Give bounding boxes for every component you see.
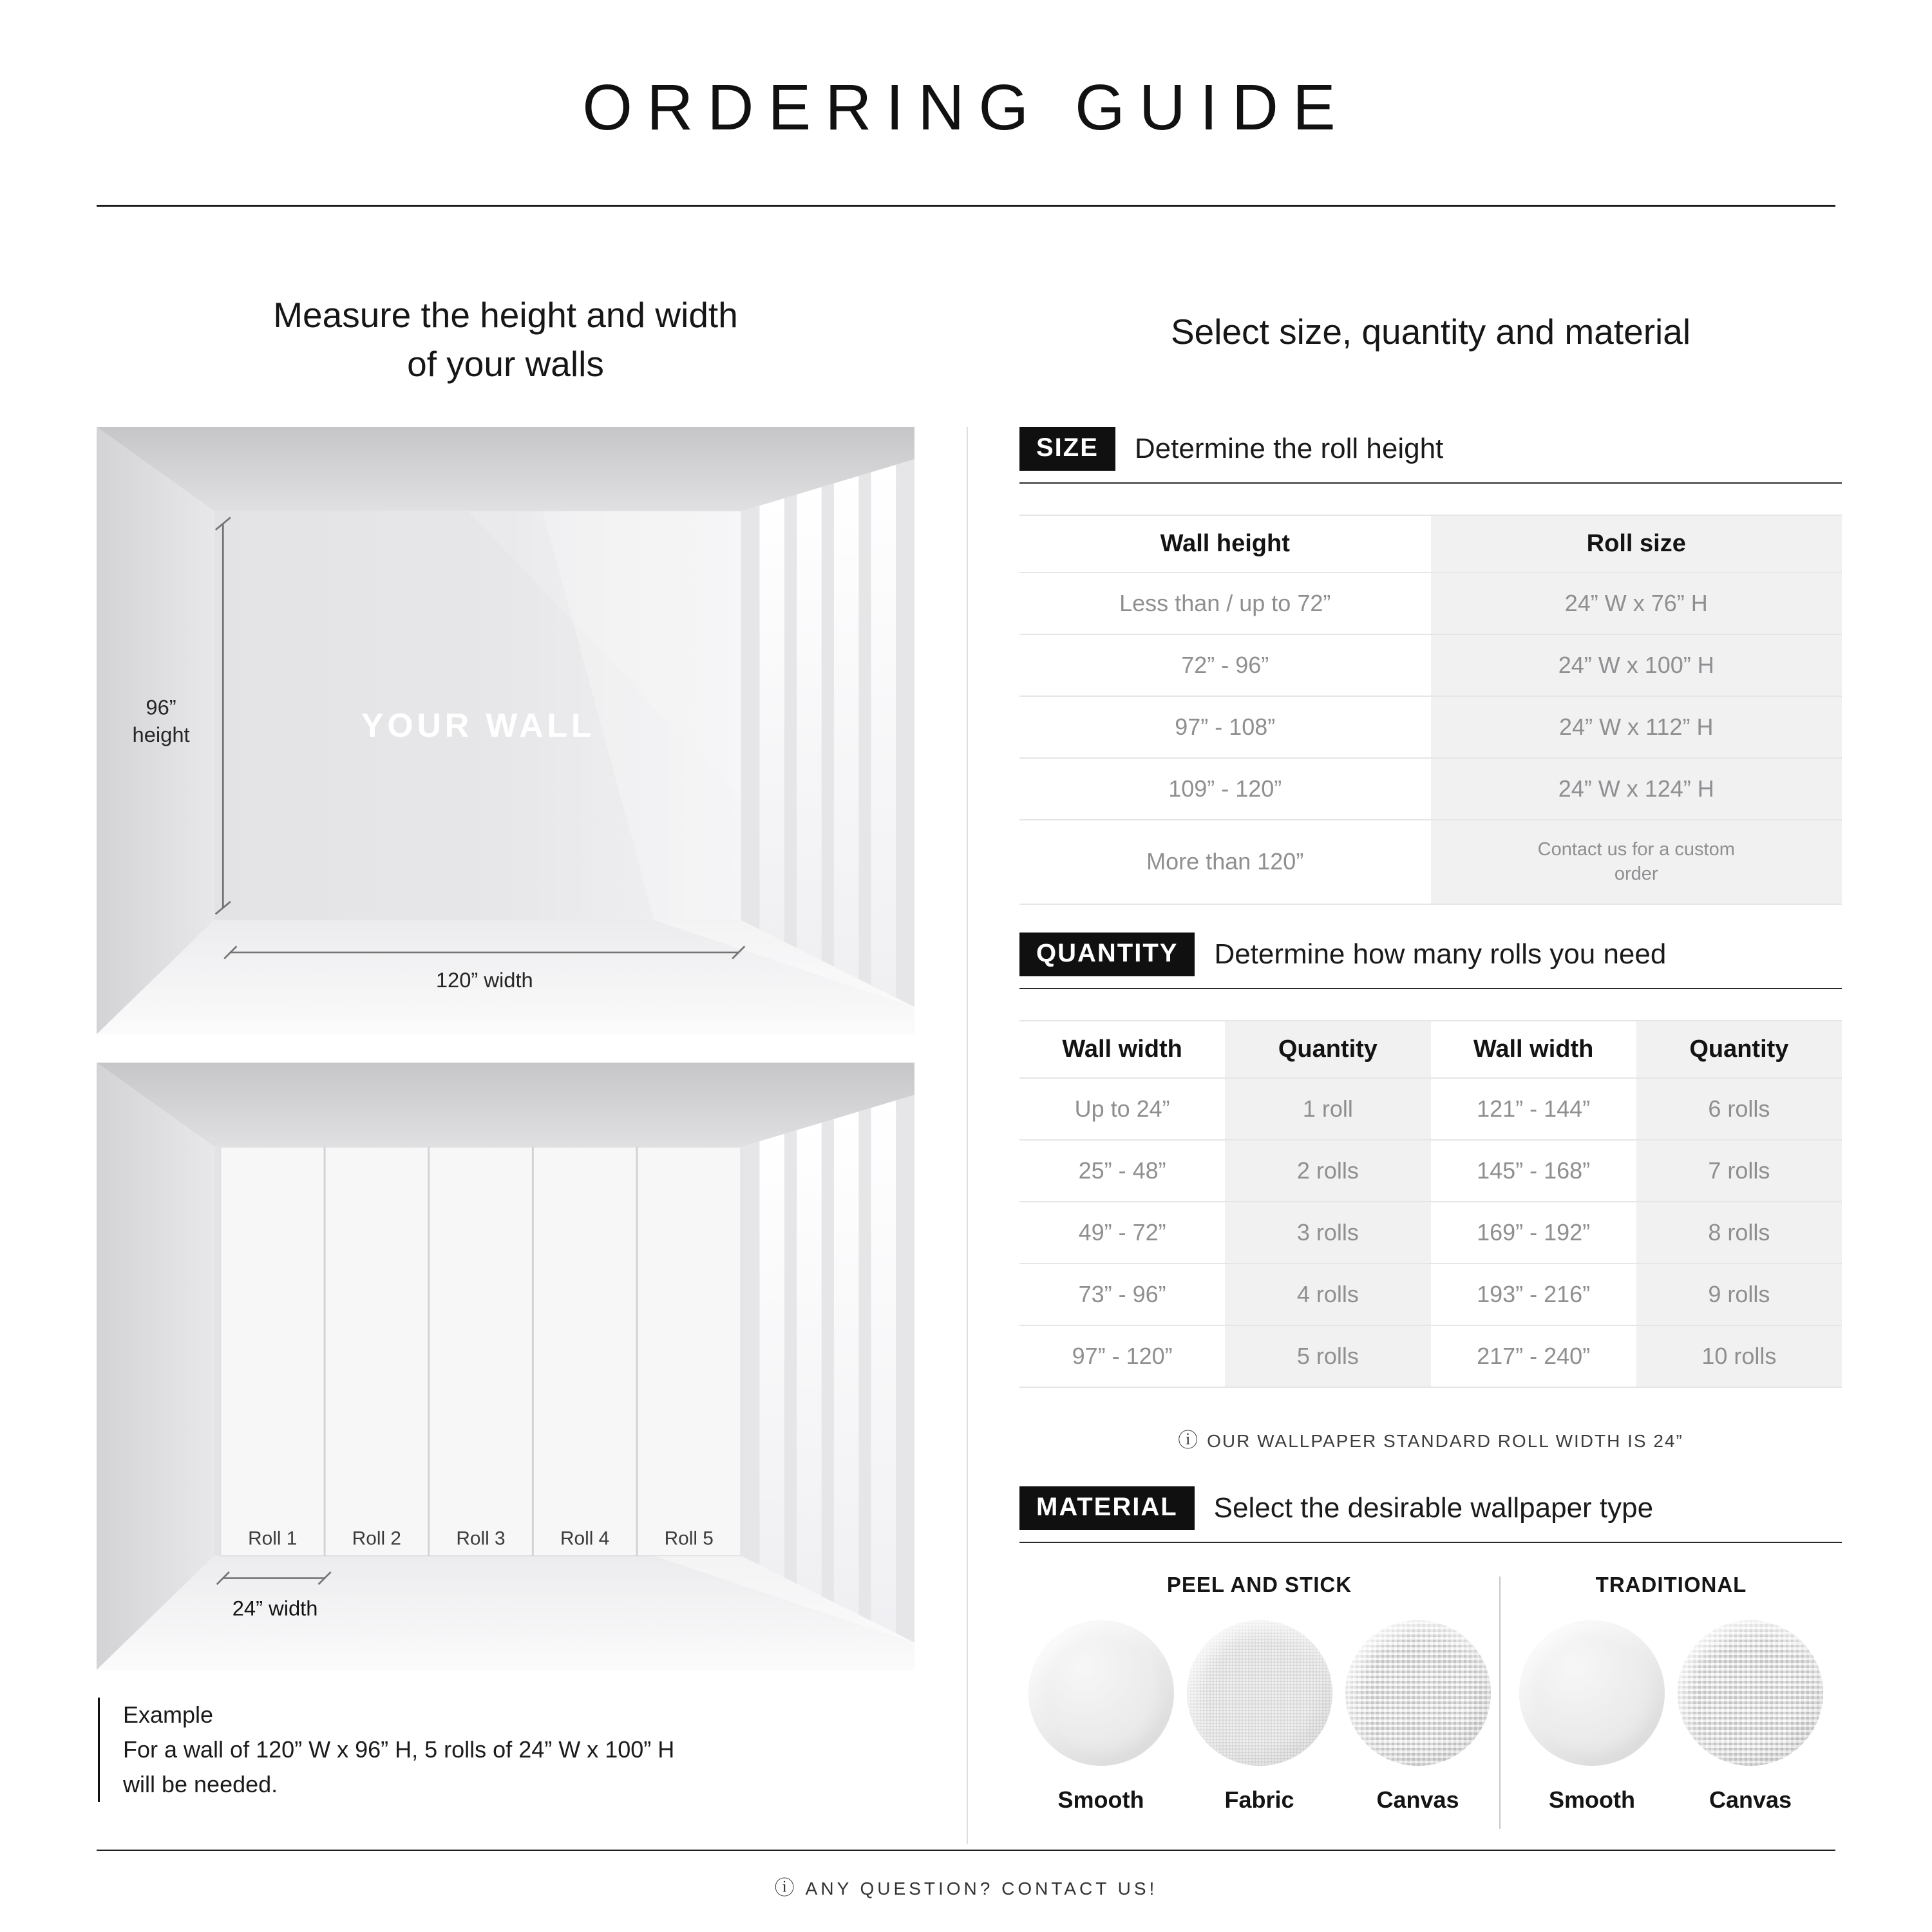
smooth-texture-icon xyxy=(1519,1620,1665,1766)
wall-height-cell: 109” - 120” xyxy=(1168,775,1282,802)
size-section-header xyxy=(1019,427,1842,484)
wall-height-cell: Less than / up to 72” xyxy=(1119,590,1331,616)
quantity-table xyxy=(1019,1020,1842,1388)
swatch-label: Canvas xyxy=(1376,1786,1459,1813)
peel-and-stick-title: PEEL AND STICK xyxy=(1166,1573,1352,1596)
left-column-heading xyxy=(97,291,914,389)
example-line2: will be needed. xyxy=(123,1771,278,1797)
size-table-row xyxy=(1019,820,1842,905)
qty-col-quantity-1: Quantity xyxy=(1225,1021,1430,1077)
size-table-row xyxy=(1019,697,1842,759)
room-2-svg xyxy=(97,1063,914,1670)
example-line1: For a wall of 120” W x 96” H, 5 rolls of 24” W x 100” H xyxy=(123,1736,675,1763)
size-col-roll-size: Roll size xyxy=(1431,516,1842,572)
quantity-cell: 5 rolls xyxy=(1225,1326,1430,1387)
window-pane xyxy=(834,1112,858,1615)
swatch-smooth xyxy=(1517,1620,1667,1814)
info-icon: ⓘ xyxy=(1178,1429,1200,1452)
wall-width-cell: 25” - 48” xyxy=(1078,1157,1166,1184)
qty-col-wall-width-1: Wall width xyxy=(1062,1036,1182,1063)
roll-width-note-text: OUR WALLPAPER STANDARD ROLL WIDTH IS 24” xyxy=(1207,1431,1683,1451)
material-section-header xyxy=(1019,1486,1842,1543)
size-table-row xyxy=(1019,635,1842,697)
wall-width-cell: 73” - 96” xyxy=(1078,1281,1166,1307)
wall-height-cell: More than 120” xyxy=(1146,848,1304,875)
wall-width-cell: 49” - 72” xyxy=(1078,1219,1166,1245)
example-note xyxy=(98,1698,934,1802)
material-group-peel-and-stick xyxy=(1019,1573,1499,1814)
swatch-fabric xyxy=(1185,1620,1334,1814)
width-dimension-label: 120” width xyxy=(435,967,533,992)
fabric-texture-icon xyxy=(1187,1620,1332,1766)
quantity-table-row xyxy=(1019,1079,1842,1141)
quantity-title: Determine how many rolls you need xyxy=(1214,938,1667,970)
quantity-table-row xyxy=(1019,1202,1842,1264)
roll-size-cell xyxy=(1431,820,1842,904)
wall-width-cell: 97” - 120” xyxy=(1072,1343,1173,1369)
material-badge: MATERIAL xyxy=(1019,1486,1195,1530)
size-badge: SIZE xyxy=(1019,427,1115,471)
height-word-label: height xyxy=(132,722,190,746)
qty-col-wall-width-2: Wall width xyxy=(1473,1036,1594,1063)
quantity-table-row xyxy=(1019,1326,1842,1388)
quantity-table-row xyxy=(1019,1264,1842,1326)
room-1-svg xyxy=(97,427,914,1034)
left-heading-line2: of your walls xyxy=(407,343,604,384)
footer-divider xyxy=(97,1850,1835,1851)
wallpaper-panels xyxy=(220,1147,741,1556)
swatch-label: Smooth xyxy=(1057,1786,1144,1813)
roll-label: Roll 1 xyxy=(248,1528,298,1549)
wall-height-cell: 97” - 108” xyxy=(1175,714,1276,740)
right-column xyxy=(1019,427,1842,1850)
room-your-wall-illustration xyxy=(97,427,914,1034)
window-pane xyxy=(834,476,858,979)
wall-width-cell: 121” - 144” xyxy=(1477,1095,1591,1122)
quantity-cell: 3 rolls xyxy=(1225,1202,1430,1263)
size-col-wall-height: Wall height xyxy=(1160,530,1290,557)
roll-size-cell: 24” W x 100” H xyxy=(1431,635,1842,696)
traditional-title: TRADITIONAL xyxy=(1595,1573,1747,1596)
size-section xyxy=(1019,427,1842,905)
canvas-texture-icon xyxy=(1678,1620,1823,1766)
window-pane xyxy=(797,1122,821,1596)
roll-size-cell: 24” W x 112” H xyxy=(1431,697,1842,757)
quantity-section-header xyxy=(1019,933,1842,989)
swatch-canvas xyxy=(1676,1620,1825,1814)
quantity-cell: 2 rolls xyxy=(1225,1141,1430,1201)
window-pane xyxy=(759,498,784,942)
info-icon: ⓘ xyxy=(774,1877,798,1899)
roll-size-cell: 24” W x 76” H xyxy=(1431,573,1842,634)
swatch-smooth xyxy=(1027,1620,1176,1814)
quantity-table-header-row xyxy=(1019,1021,1842,1079)
quantity-table-row xyxy=(1019,1141,1842,1202)
wall-width-cell: 145” - 168” xyxy=(1477,1157,1591,1184)
roll-size-cell: 24” W x 124” H xyxy=(1431,759,1842,819)
swatch-canvas xyxy=(1343,1620,1493,1814)
quantity-cell: 4 rolls xyxy=(1225,1264,1430,1325)
top-divider xyxy=(97,205,1835,207)
canvas-texture-icon xyxy=(1345,1620,1491,1766)
roll-label: Roll 4 xyxy=(560,1528,610,1549)
material-group-traditional xyxy=(1501,1573,1842,1814)
material-title: Select the desirable wallpaper type xyxy=(1213,1492,1654,1524)
quantity-cell: 6 rolls xyxy=(1636,1079,1842,1139)
right-column-heading: Select size, quantity and material xyxy=(1170,312,1691,352)
quantity-cell: 9 rolls xyxy=(1636,1264,1842,1325)
page-title: ORDERING GUIDE xyxy=(582,71,1350,144)
quantity-section xyxy=(1019,933,1842,1453)
roll-label: Roll 5 xyxy=(664,1528,714,1549)
wall-width-cell: 169” - 192” xyxy=(1477,1219,1591,1245)
height-value-label: 96” xyxy=(146,695,176,719)
material-section xyxy=(1019,1486,1842,1829)
left-heading-line1: Measure the height and width xyxy=(273,295,738,335)
window-pane xyxy=(871,465,896,998)
window-pane xyxy=(797,487,821,960)
size-table xyxy=(1019,515,1842,905)
your-wall-label: YOUR WALL xyxy=(361,707,596,745)
size-title: Determine the roll height xyxy=(1134,433,1444,464)
roll-width-label: 24” width xyxy=(232,1596,318,1620)
wall-width-cell: Up to 24” xyxy=(1074,1095,1170,1122)
roll-width-note xyxy=(1019,1424,1842,1453)
size-table-row xyxy=(1019,759,1842,820)
swatch-label: Fabric xyxy=(1224,1786,1294,1813)
custom-order-text: Contact us for a custom order xyxy=(1537,839,1735,885)
wall-height-cell: 72” - 96” xyxy=(1181,652,1269,678)
wall-width-cell: 193” - 216” xyxy=(1477,1281,1591,1307)
example-title: Example xyxy=(123,1701,214,1728)
qty-col-quantity-2: Quantity xyxy=(1636,1021,1842,1077)
room-rolls-illustration xyxy=(97,1063,914,1670)
quantity-cell: 10 rolls xyxy=(1636,1326,1842,1387)
peel-and-stick-swatches xyxy=(1019,1620,1499,1814)
footer-note xyxy=(0,1871,1932,1900)
smooth-texture-icon xyxy=(1028,1620,1174,1766)
quantity-badge: QUANTITY xyxy=(1019,933,1195,976)
roll-label: Roll 2 xyxy=(352,1528,401,1549)
material-body xyxy=(1019,1573,1842,1829)
quantity-cell: 8 rolls xyxy=(1636,1202,1842,1263)
wall-width-cell: 217” - 240” xyxy=(1477,1343,1591,1369)
size-table-row xyxy=(1019,573,1842,635)
roll-label: Roll 3 xyxy=(456,1528,506,1549)
window-pane xyxy=(759,1134,784,1578)
swatch-label: Smooth xyxy=(1549,1786,1635,1813)
size-table-header-row xyxy=(1019,516,1842,573)
window-pane xyxy=(871,1101,896,1633)
swatch-label: Canvas xyxy=(1709,1786,1792,1813)
quantity-cell: 1 roll xyxy=(1225,1079,1430,1139)
footer-text: ANY QUESTION? CONTACT US! xyxy=(805,1879,1158,1899)
column-divider xyxy=(967,427,968,1844)
quantity-cell: 7 rolls xyxy=(1636,1141,1842,1201)
traditional-swatches xyxy=(1501,1620,1842,1814)
